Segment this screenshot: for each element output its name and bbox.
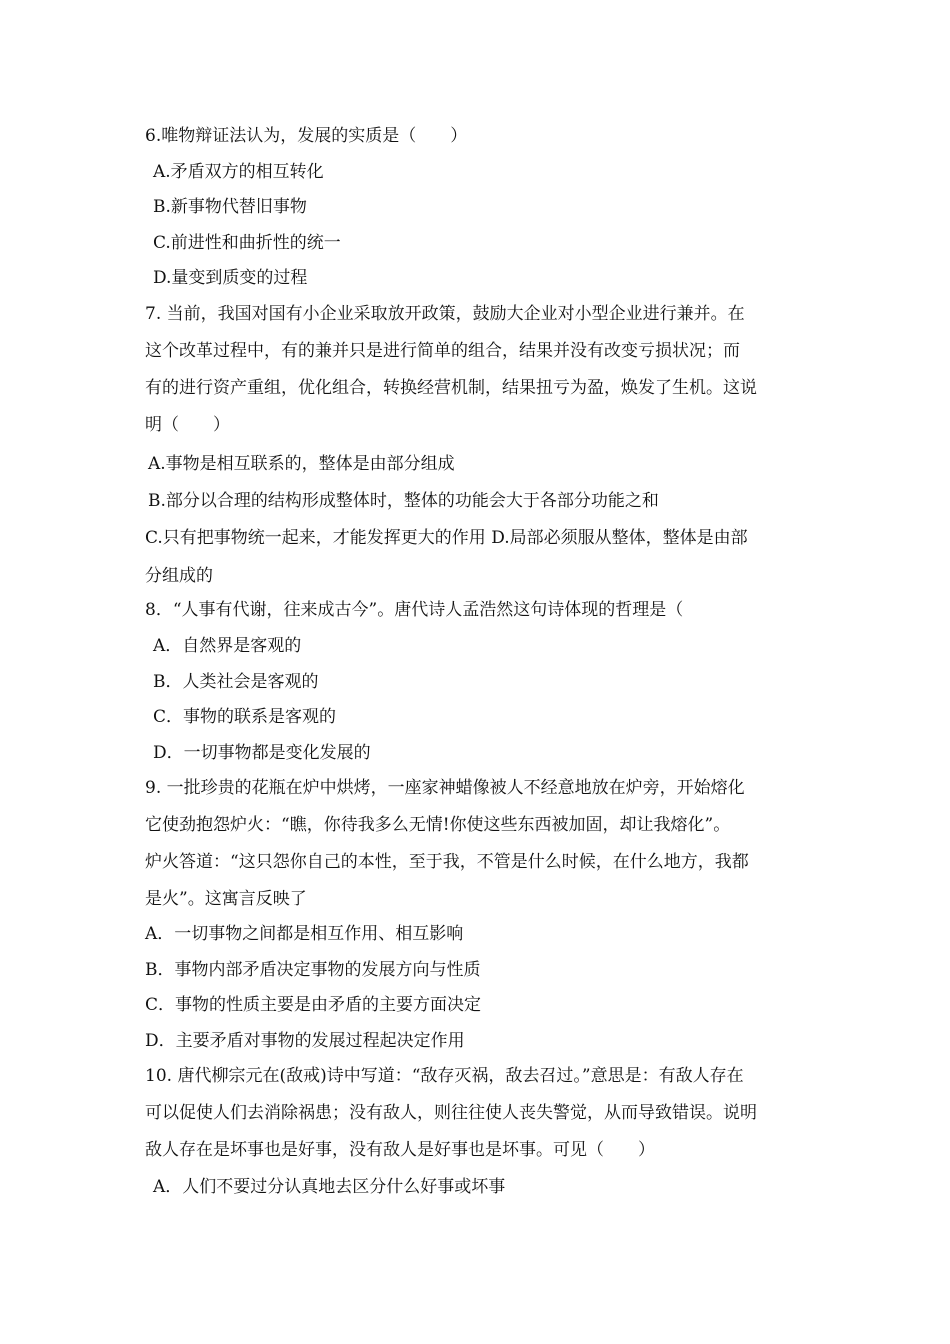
question-10-option-a: A．人们不要过分认真地去区分什么好事或坏事 xyxy=(153,1177,506,1197)
question-9-stem-line-1: 9. 一批珍贵的花瓶在炉中烘烤，一座家神蜡像被人不经意地放在炉旁，开始熔化 xyxy=(145,778,745,798)
question-9-option-d: D．主要矛盾对事物的发展过程起决定作用 xyxy=(145,1031,465,1051)
question-10-stem-line-2: 可以促使人们去消除祸患；没有敌人，则往往使人丧失警觉，从而导致错误。说明 xyxy=(145,1103,757,1123)
question-7-stem-line-3: 有的进行资产重组，优化组合，转换经营机制，结果扭亏为盈，焕发了生机。这说 xyxy=(145,378,757,398)
question-7-option-b: B.部分以合理的结构形成整体时，整体的功能会大于各部分功能之和 xyxy=(148,491,659,511)
question-6-option-d: D.量变到质变的过程 xyxy=(153,268,308,288)
question-6-stem: 6.唯物辩证法认为，发展的实质是（ ） xyxy=(145,126,468,146)
question-9-option-a: A．一切事物之间都是相互作用、相互影响 xyxy=(145,924,464,944)
question-7-option-c-d: C.只有把事物统一起来，才能发挥更大的作用 D.局部必须服从整体，整体是由部 xyxy=(145,528,748,548)
question-8-stem: 8．“人事有代谢，往来成古今”。唐代诗人孟浩然这句诗体现的哲理是（ xyxy=(145,600,684,620)
question-8-option-c: C．事物的联系是客观的 xyxy=(153,707,337,727)
question-7-stem-line-4: 明（ ） xyxy=(145,415,230,435)
question-9-stem-line-3: 炉火答道：“这只怨你自己的本性，至于我，不管是什么时候，在什么地方，我都 xyxy=(145,852,749,872)
question-7-option-a: A.事物是相互联系的，整体是由部分组成 xyxy=(148,454,455,474)
question-8-option-b: B．人类社会是客观的 xyxy=(153,672,319,692)
question-7-stem-line-1: 7. 当前，我国对国有小企业采取放开政策，鼓励大企业对小型企业进行兼并。在 xyxy=(145,304,745,324)
question-10-stem-line-3: 敌人存在是坏事也是好事，没有敌人是好事也是坏事。可见（ ） xyxy=(145,1140,655,1160)
question-10-stem-line-1: 10. 唐代柳宗元在(敌戒)诗中写道：“敌存灭祸，敌去召过。”意思是：有敌人存在 xyxy=(145,1066,744,1086)
question-7-stem-line-2: 这个改革过程中，有的兼并只是进行简单的组合，结果并没有改变亏损状况；而 xyxy=(145,341,740,361)
question-6-option-b: B.新事物代替旧事物 xyxy=(153,197,307,217)
question-9-stem-line-2: 它使劲抱怨炉火：“瞧，你待我多么无情!你使这些东西被加固，却让我熔化”。 xyxy=(145,815,731,835)
question-9-option-c: C．事物的性质主要是由矛盾的主要方面决定 xyxy=(145,995,482,1015)
question-7-option-d-cont: 分组成的 xyxy=(145,566,213,586)
question-9-stem-line-4: 是火”。这寓言反映了 xyxy=(145,889,307,909)
question-6-option-a: A.矛盾双方的相互转化 xyxy=(153,162,324,182)
question-6-option-c: C.前进性和曲折性的统一 xyxy=(153,233,341,253)
question-8-option-a: A．自然界是客观的 xyxy=(153,636,302,656)
question-8-option-d: D．一切事物都是变化发展的 xyxy=(153,743,371,763)
question-9-option-b: B．事物内部矛盾决定事物的发展方向与性质 xyxy=(145,960,481,980)
